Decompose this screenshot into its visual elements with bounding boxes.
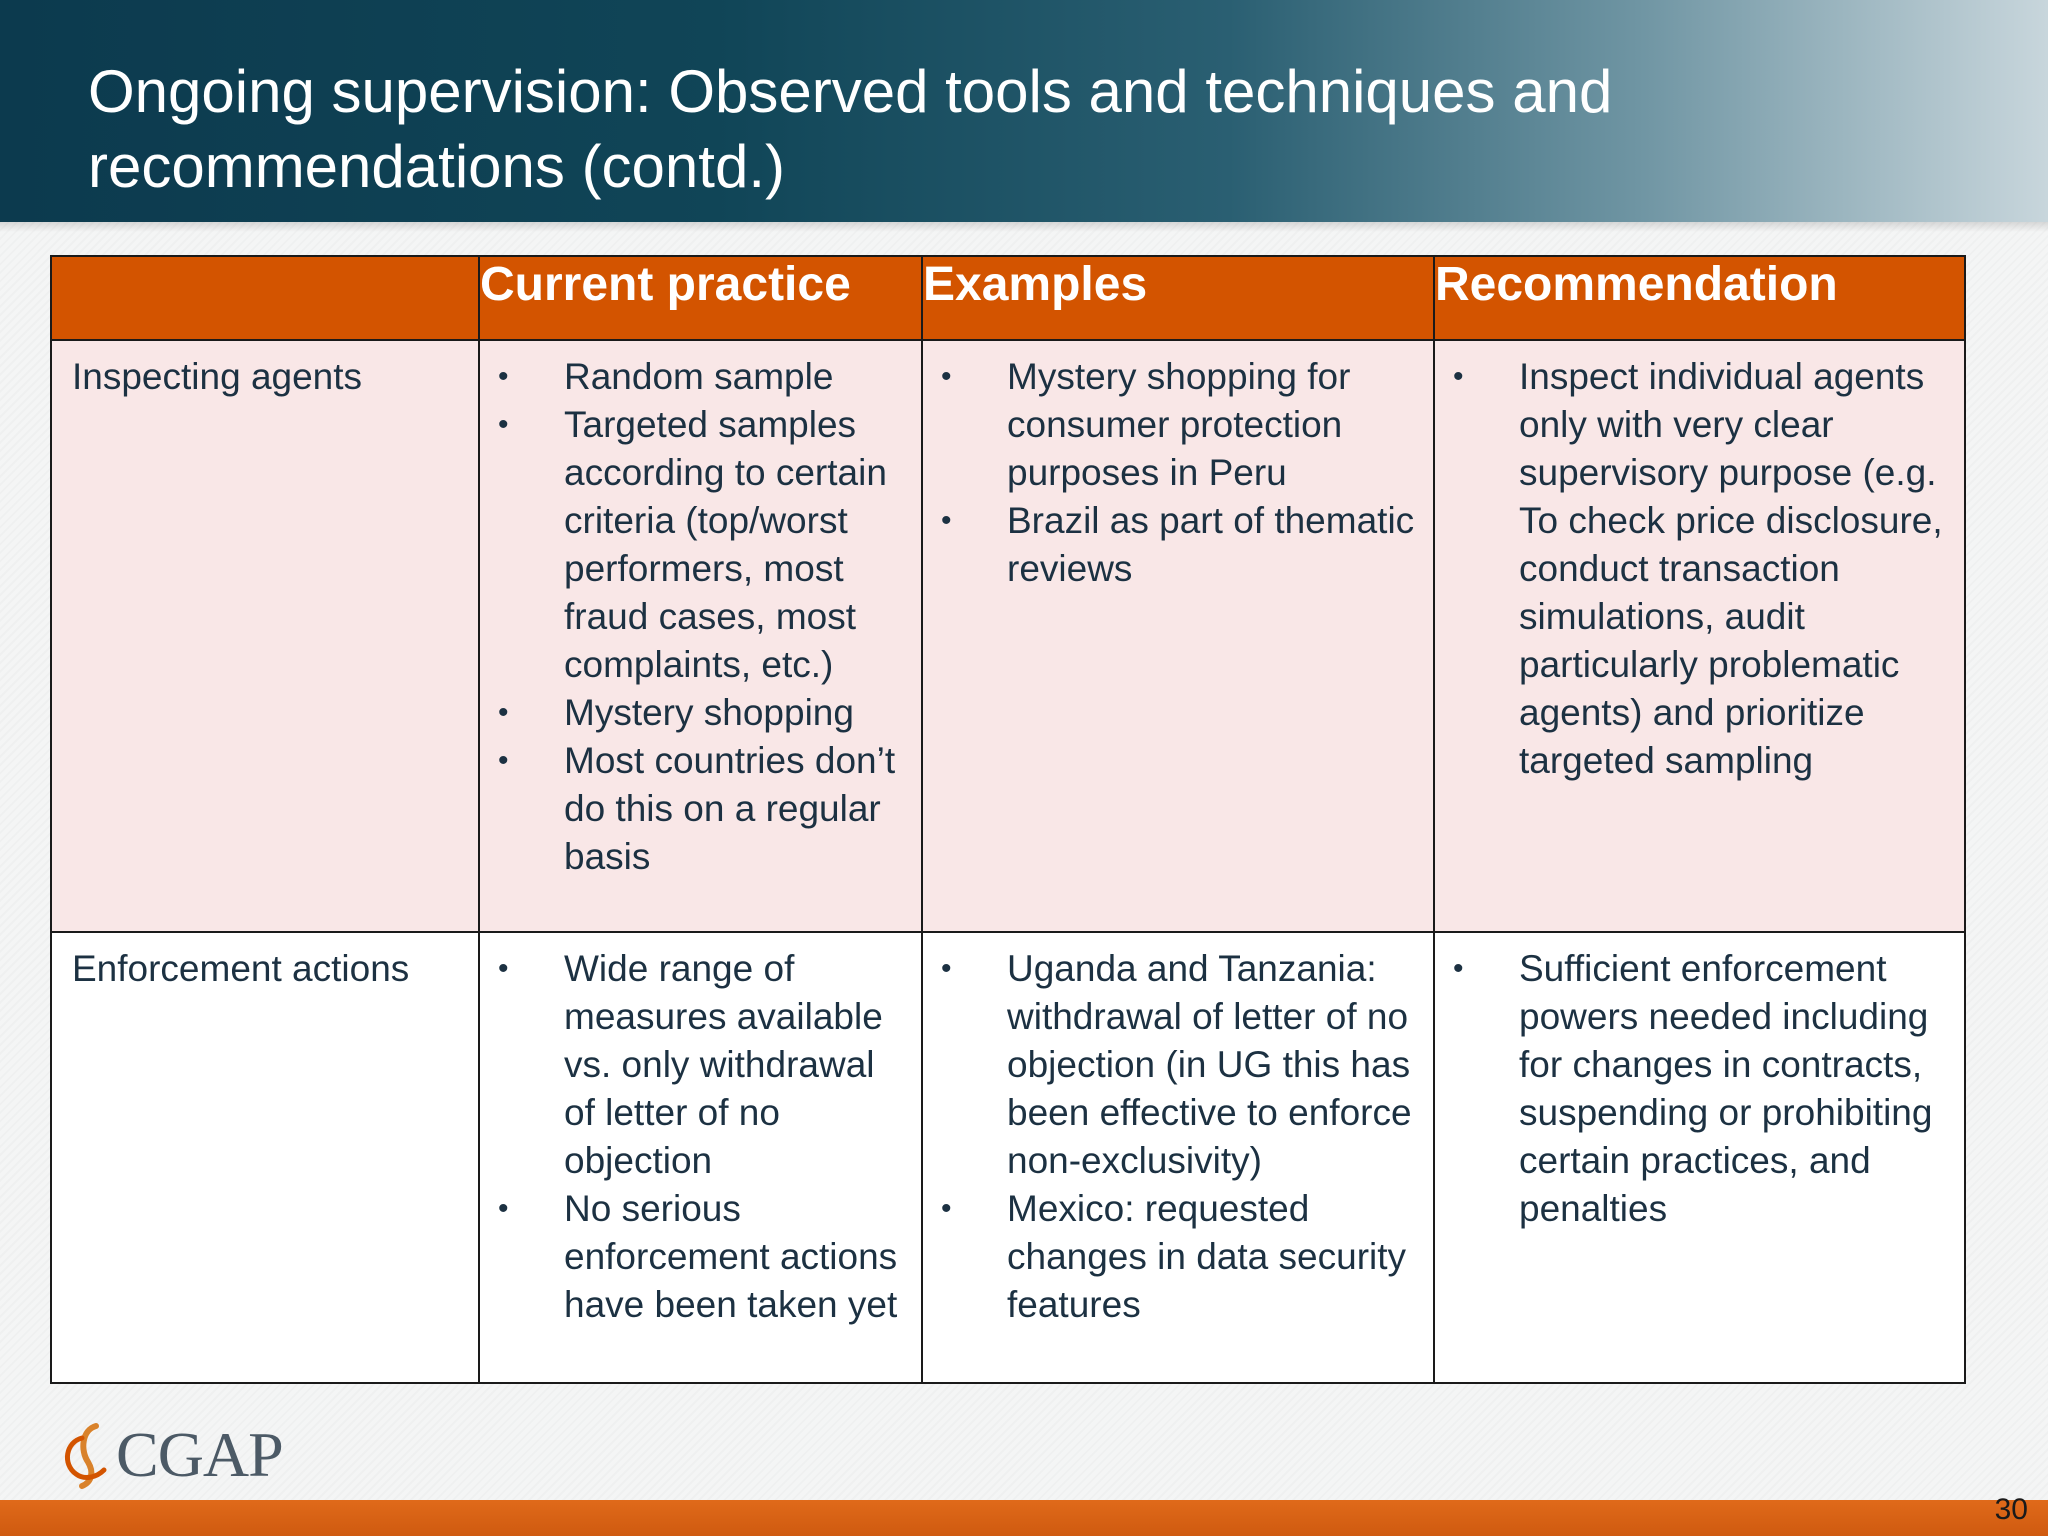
- bullet-item: • Most countries don’t do this on a regular basis: [480, 737, 909, 881]
- cgap-logo: [52, 1420, 283, 1490]
- row-label: Enforcement actions: [72, 948, 410, 989]
- examples-cell: [922, 932, 1434, 1383]
- bullet-item: • Targeted samples according to certain criteria (top/worst performers, most fraud cases, most complaints, etc.): [480, 401, 909, 689]
- header-recommendation: Recommendation: [1434, 256, 1965, 340]
- header-current-practice: Current practice: [479, 256, 922, 340]
- practice-table: [50, 255, 1964, 1384]
- recommendation-cell: [1434, 340, 1965, 932]
- bullet-item: • Mystery shopping: [480, 689, 909, 737]
- header-examples: Examples: [922, 256, 1434, 340]
- bullet-item: • Wide range of measures available vs. only withdrawal of letter of no objection: [480, 945, 909, 1185]
- page-number: 30: [1994, 1493, 2028, 1526]
- row-label-cell: [51, 932, 479, 1383]
- table-header-row: [51, 256, 1965, 340]
- recommendation-cell: [1434, 932, 1965, 1383]
- bullet-item: • No serious enforcement actions have been taken yet: [480, 1185, 909, 1329]
- bullet-item: • Inspect individual agents only with very clear supervisory purpose (e.g. To check price disclosure, conduct transaction simulations, audit particularly problematic agents) and prioritize targeted sampling: [1435, 353, 1952, 785]
- banner-shadow: [0, 222, 2048, 232]
- table-row: [51, 340, 1965, 932]
- examples-cell: [922, 340, 1434, 932]
- logo-wordmark: CGAP: [116, 1419, 283, 1490]
- bullet-item: • Sufficient enforcement powers needed including for changes in contracts, suspending or prohibiting certain practices, and penalties: [1435, 945, 1952, 1233]
- bullet-item: • Uganda and Tanzania: withdrawal of letter of no objection (in UG this has been effective to enforce non-exclusivity): [923, 945, 1421, 1185]
- current-practice-cell: [479, 932, 922, 1383]
- bullet-item: • Brazil as part of thematic reviews: [923, 497, 1421, 593]
- footer-bar: [0, 1500, 2048, 1536]
- row-label: Inspecting agents: [72, 356, 363, 397]
- table-row: [51, 932, 1965, 1383]
- bullet-item: • Random sample: [480, 353, 909, 401]
- row-label-cell: [51, 340, 479, 932]
- slide-title: Ongoing supervision: Observed tools and techniques and recommendations (contd.): [88, 58, 1613, 200]
- comparison-table: [50, 255, 1966, 1384]
- current-practice-cell: [479, 340, 922, 932]
- header-cell-empty: [51, 256, 479, 340]
- bullet-item: • Mexico: requested changes in data security features: [923, 1185, 1421, 1329]
- bullet-item: • Mystery shopping for consumer protection purposes in Peru: [923, 353, 1421, 497]
